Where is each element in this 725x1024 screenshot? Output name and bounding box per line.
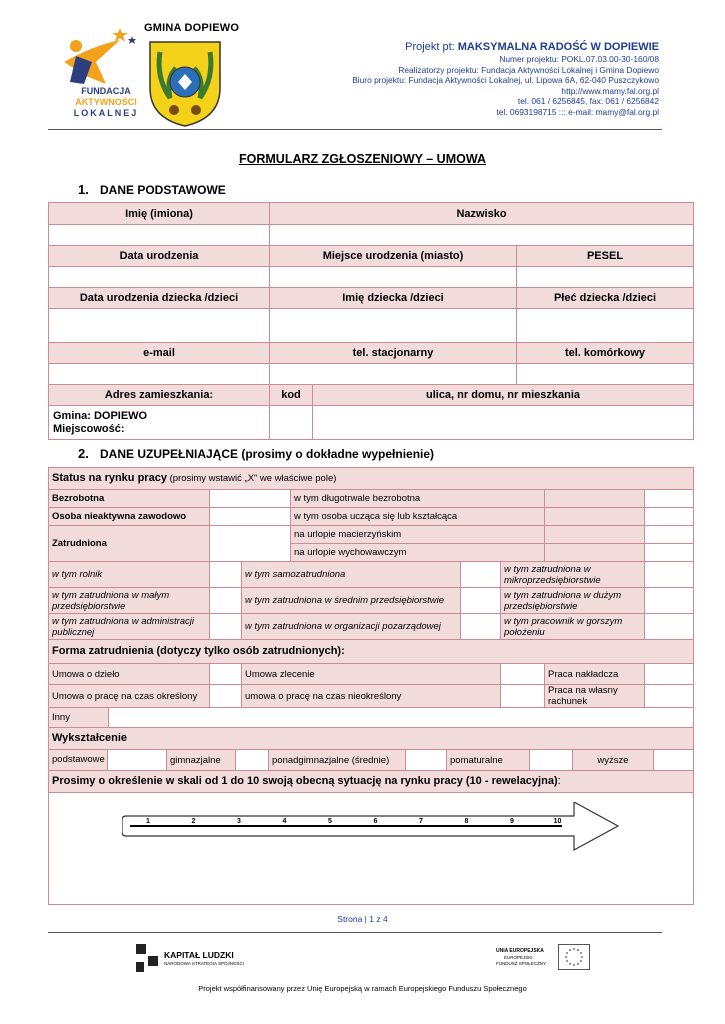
cofinancing-note: Projekt współfinansowany przez Unię Europejską w ramach Europejskiego Funduszu Społecznego [198,984,527,993]
scale-number-10: 10 [553,818,562,825]
page-number: Strona | 1 z 4 [337,914,388,924]
section1-heading: 1. DANE PODSTAWOWE [78,182,226,197]
scale-number-7: 7 [419,818,423,825]
supplementary-data-table: Status na rynku pracy (prosimy wstawić „X” we właściwe pole) Bezrobotna w tym długotrwale bezrobotna Osoba nieaktywna zawodowo w tym osoba ucząca się lub kształcąca Zatrudniona na urlopie macierzyńskim na urlopie wychowawczym w tym rolnik w tym samozatrudniona w tym zatrudniona w mikroprzedsiębiorstwie w tym zatrudniona w małym przedsiębiorstwie w tym zatrudniona w średnim przedsiębiorstwie w tym zatrudniona w dużym przedsiębiorstwie w tym zatrudniona w administracji publicznej w tym zatrudniona w organizacji pozarządowej w tym pracownik w gorszym położeniu Forma zatrudnienia (dotyczy tylko osób zatrudnionych): Umowa o dzieło Umowa zlecenie Praca nakładcza Umowa o pracę na czas określony umowa o pracę na czas nieokreślony Praca na własny rachunek Inny Wykształcenie podstawowe gimnazjalne ponadgimnazjalne (średnie) pomaturalne wyższe Prosimy o określenie w skali od 1 do 10 swoją obecną sytuację na rynku pracy (10 - rewelacyjna): [48,467,694,905]
plec-dziecka-field[interactable] [517,309,694,343]
zlecenie-checkbox[interactable] [501,664,545,685]
ulica-field[interactable] [313,406,694,440]
website-link[interactable]: http://www.mamy.fal.org.pl [561,85,659,96]
bezrobotna-checkbox[interactable] [210,490,291,508]
okreslony-checkbox[interactable] [210,685,242,708]
dlugotrwale-checkbox[interactable] [645,490,694,508]
wychowawczy-checkbox[interactable] [645,544,694,562]
kapital-ludzki-logo: KAPITAŁ LUDZKI NARODOWA STRATEGIA SPÓJNOŚCI [134,942,244,976]
scale-number-9: 9 [510,818,514,825]
ponadgimnazjalne-checkbox[interactable] [406,750,447,770]
eu-star [569,963,571,965]
scale-number-1: 1 [146,818,150,825]
inny-field[interactable] [109,708,694,728]
nieokreslony-checkbox[interactable] [501,685,545,708]
eu-star [577,949,579,951]
scale-number-4: 4 [282,818,287,825]
eu-star [573,964,575,966]
gmina-title: GMINA DOPIEWO [144,22,240,34]
eu-star [573,948,575,950]
forma-title: Forma zatrudnienia (dotyczy tylko osób zatrudnionych): [49,640,694,664]
podstawowe-checkbox[interactable] [108,750,167,770]
nieaktywna-checkbox[interactable] [210,508,291,526]
imie-dziecka-field[interactable] [270,309,517,343]
zatrudniona-checkbox[interactable] [210,526,291,562]
samozatrudniona-checkbox[interactable] [461,562,501,588]
administracja-checkbox[interactable] [210,614,242,640]
mikro-checkbox[interactable] [645,562,694,588]
tel-komorkowy-field[interactable] [517,364,694,385]
scale-number-2: 2 [191,818,196,825]
eu-star [566,952,568,954]
macierzynski-checkbox[interactable] [645,526,694,544]
eu-star [565,956,567,958]
data-urodzenia-dziecka-field[interactable] [49,309,270,343]
footer-divider [48,932,662,933]
rolnik-checkbox[interactable] [210,562,242,588]
wyzsze-checkbox[interactable] [654,750,693,770]
eu-star [566,960,568,962]
eu-star [580,952,582,954]
gimnazjalne-checkbox[interactable] [236,750,269,770]
gorsze-checkbox[interactable] [645,614,694,640]
fundacja-logo-text: FUNDACJA AKTYWNOŚCI LOKALNEJ [73,86,139,118]
imie-field[interactable] [49,225,270,246]
wyksztalcenie-title: Wykształcenie [49,728,694,750]
wlasny-checkbox[interactable] [645,685,694,708]
status-title: Status na rynku pracy (prosimy wstawić „X” we właściwe pole) [49,468,694,490]
pesel-field[interactable] [517,267,694,288]
duze-checkbox[interactable] [645,588,694,614]
kapital-ludzki-icon [134,942,160,974]
dzielo-checkbox[interactable] [210,664,242,685]
scale-arrow[interactable] [122,802,622,852]
male-checkbox[interactable] [210,588,242,614]
data-urodzenia-field[interactable] [49,267,270,288]
nakladcza-checkbox[interactable] [645,664,694,685]
eu-flag-icon [558,944,590,970]
uczaca-checkbox[interactable] [645,508,694,526]
scale-number-3: 3 [237,818,241,825]
miejsce-urodzenia-field[interactable] [270,267,517,288]
email-field[interactable] [49,364,270,385]
eu-star [580,960,582,962]
project-info: Projekt pt: MAKSYMALNA RADOŚĆ W DOPIEWIE Numer projektu: POKL.07.03.00-30-160/08 Realizatorzy projektu: Fundacja Aktywności Lokalnej i Gmina Dopiewo Biuro projektu: Fundacja Aktywności Lokalnej, ul. Lipowa 6A, 62-040 Puszczykowo http://www.mamy.fal.org.pl tel. 061 / 6256845, fax: 061 / 6256842 tel. 0693198715 ::: e-mail: mamy@fal.org.pl [239,40,659,118]
gmina-miejscowosc-cell[interactable]: Gmina: DOPIEWO Miejscowość: [49,406,270,440]
scale-number-5: 5 [328,818,332,825]
scale-number-6: 6 [373,818,378,825]
section2-heading: 2. DANE UZUPEŁNIAJĄCE (prosimy o dokładne wypełnienie) [78,446,435,461]
document-title: FORMULARZ ZGŁOSZENIOWY – UMOWA [239,152,486,166]
eu-star [577,963,579,965]
srednie-checkbox[interactable] [461,588,501,614]
eu-star [569,949,571,951]
scale-number-8: 8 [464,818,469,825]
kod-field[interactable] [270,406,313,440]
skala-title: Prosimy o określenie w skali od 1 do 10 swoją obecną sytuację na rynku pracy (10 - rewelacyjna): [49,771,694,793]
pomaturalne-checkbox[interactable] [530,750,573,770]
tel-stacjonarny-field[interactable] [270,364,517,385]
pozarzadowa-checkbox[interactable] [461,614,501,640]
header-divider [48,129,662,130]
unia-europejska-logo: UNIA EUROPEJSKA EUROPEJSKI FUNDUSZ SPOŁECZNY [496,944,591,974]
nazwisko-field[interactable] [270,225,694,246]
eu-star [581,956,583,958]
gmina-coat-of-arms [146,38,224,128]
basic-data-table: Imię (imiona) Nazwisko Data urodzenia Miejsce urodzenia (miasto) PESEL Data urodzenia dziecka /dzieci Imię dziecka /dzieci Płeć dziecka /dzieci e-mail tel. stacjonarny tel. komórkowy Adres zamieszkania: kod ulica, nr domu, nr mieszkania Gmina: DOPIEWO Miejscowość: [48,202,694,440]
